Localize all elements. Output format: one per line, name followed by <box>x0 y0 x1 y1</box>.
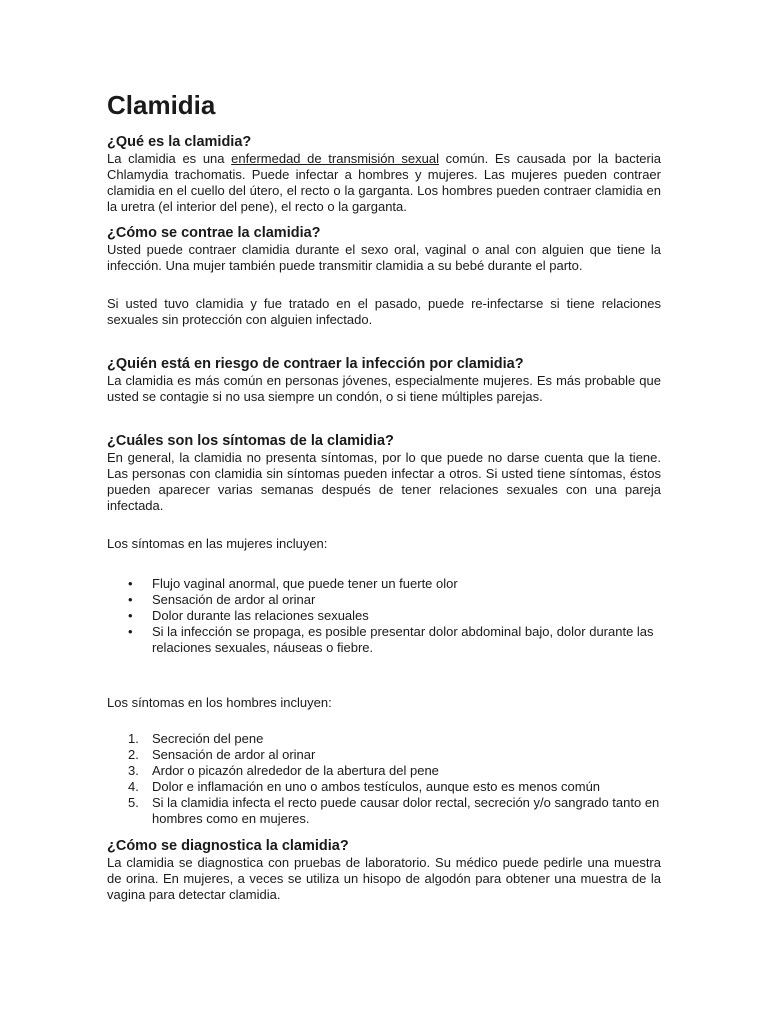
list-item: 5. Si la clamidia infecta el recto puede causar dolor rectal, secreción y/o sangrado tanto en hombres como en mujeres. <box>128 795 660 827</box>
list-item: • Si la infección se propaga, es posible presentar dolor abdominal bajo, dolor durante las relaciones sexuales, náuseas o fiebre. <box>128 624 654 656</box>
men-symptoms-list <box>107 731 661 827</box>
section-diagnosis <box>107 838 661 903</box>
women-symptoms-list <box>107 576 661 656</box>
bullet-icon: • <box>128 592 133 608</box>
section-symptoms <box>107 433 661 827</box>
list-item: • Dolor durante las relaciones sexuales <box>128 608 369 624</box>
section-heading: ¿Cómo se diagnostica la clamidia? <box>107 838 349 855</box>
section-paragraph: La clamidia se diagnostica con pruebas de laboratorio. Su médico puede pedirle una muestra de orina. En mujeres, a veces se utiliza un hisopo de algodón para obtener una muestra de la vagina para detectar clamidia. <box>107 855 661 903</box>
section-how-contracted <box>107 225 661 328</box>
section-paragraph: Si usted tuvo clamidia y fue tratado en el pasado, puede re-infectarse si tiene relaciones sexuales sin protección con alguien infectado. <box>107 296 661 328</box>
list-item: 2. Sensación de ardor al orinar <box>128 747 316 763</box>
section-heading: ¿Cuáles son los síntomas de la clamidia? <box>107 433 394 450</box>
document-title: Clamidia <box>107 90 216 120</box>
list-item: • Sensación de ardor al orinar <box>128 592 316 608</box>
section-paragraph: En general, la clamidia no presenta síntomas, por lo que puede no darse cuenta que la tiene. Las personas con clamidia sin síntomas pueden infectar a otros. Si usted tiene síntomas, éstos pueden aparecer varias semanas después de tener relaciones sexuales con una pareja infectada. <box>107 450 661 514</box>
section-paragraph: La clamidia es más común en personas jóvenes, especialmente mujeres. Es más probable que usted se contagie si no usa siempre un condón, o si tiene múltiples parejas. <box>107 373 661 405</box>
bullet-icon: • <box>128 624 133 640</box>
section-heading: ¿Quién está en riesgo de contraer la infección por clamidia? <box>107 356 524 373</box>
list-number: 1. <box>128 731 139 747</box>
list-item: 3. Ardor o picazón alrededor de la abertura del pene <box>128 763 439 779</box>
list-number: 3. <box>128 763 139 779</box>
section-paragraph <box>107 151 661 215</box>
women-symptoms-intro: Los síntomas en las mujeres incluyen: <box>107 536 328 552</box>
list-number: 4. <box>128 779 139 795</box>
paragraph-text: La clamidia es una <box>107 151 232 167</box>
men-symptoms-intro: Los síntomas en los hombres incluyen: <box>107 695 332 711</box>
section-heading: ¿Cómo se contrae la clamidia? <box>107 225 321 242</box>
section-heading: ¿Qué es la clamidia? <box>107 134 252 151</box>
list-item: 4. Dolor e inflamación en uno o ambos testículos, aunque esto es menos común <box>128 779 601 795</box>
std-link[interactable]: enfermedad de transmisión sexual <box>231 151 439 167</box>
list-item: • Flujo vaginal anormal, que puede tener un fuerte olor <box>128 576 458 592</box>
bullet-icon: • <box>128 608 133 624</box>
list-number: 5. <box>128 795 139 811</box>
list-item: 1. Secreción del pene <box>128 731 264 747</box>
bullet-icon: • <box>128 576 133 592</box>
section-who-at-risk <box>107 356 661 405</box>
section-what-is <box>107 134 661 215</box>
section-paragraph: Usted puede contraer clamidia durante el sexo oral, vaginal o anal con alguien que tiene la infección. Una mujer también puede transmitir clamidia a su bebé durante el parto. <box>107 242 661 274</box>
list-number: 2. <box>128 747 139 763</box>
paragraph-text: común. Es causada por la bacteria Chlamydia trachomatis. Puede infectar a hombres y mujeres. Las mujeres pueden contraer clamidia en el cuello del útero, el recto o la garganta. Los hombres pueden contraer clamidia en la uretra (el interior del pene), el recto o la garganta. <box>107 151 661 215</box>
